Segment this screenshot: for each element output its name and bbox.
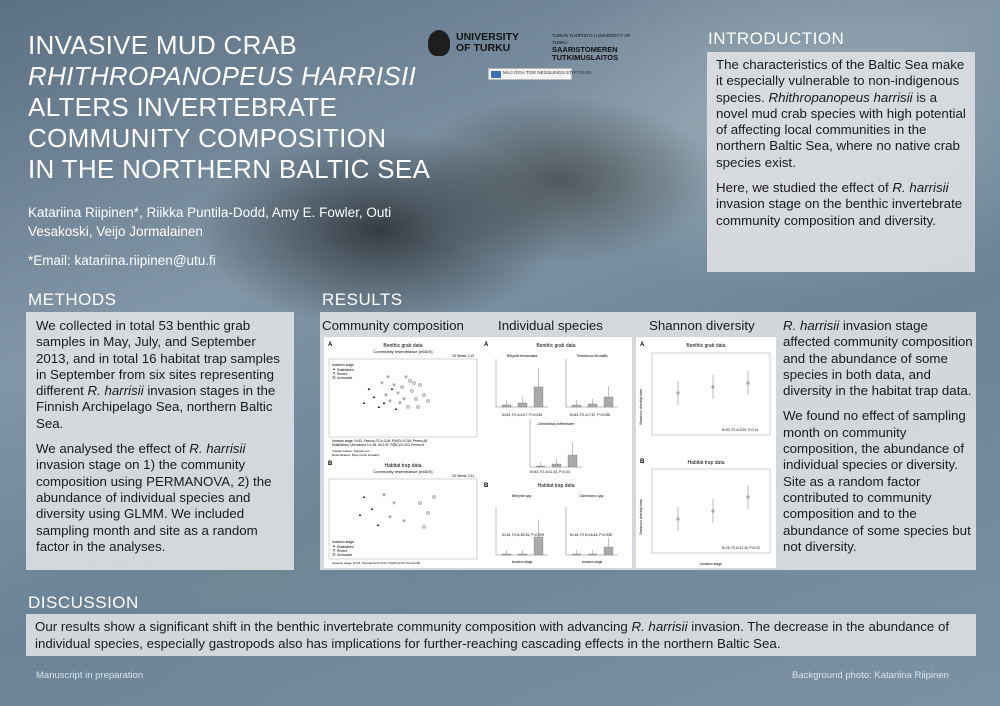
species-bar bbox=[518, 403, 527, 407]
poster-title bbox=[28, 30, 431, 185]
introduction-box bbox=[707, 52, 975, 272]
nmds-point-a bbox=[399, 402, 402, 404]
species-name-1: Bithynia tentaculata bbox=[506, 354, 538, 358]
species-bar bbox=[572, 405, 581, 407]
nmds-label-a: A bbox=[328, 342, 333, 348]
title-line-2: RHITHROPANOPEUS HARRISII bbox=[28, 61, 417, 91]
nmds-point-a bbox=[397, 392, 400, 394]
nmds-point-b bbox=[389, 516, 392, 518]
nmds-point-a bbox=[383, 402, 386, 404]
utu-logo-line-2: OF TURKU bbox=[456, 42, 511, 54]
nmds-points-b bbox=[359, 494, 435, 528]
utu-logo-line-1: UNIVERSITY bbox=[456, 31, 520, 43]
shannon-points-a bbox=[677, 371, 749, 405]
nmds-label-b: B bbox=[328, 461, 333, 467]
shannon-figure-svg bbox=[636, 337, 776, 568]
species-figure-svg bbox=[480, 337, 632, 568]
title-line-3: ALTERS INVERTEBRATE bbox=[28, 92, 338, 122]
shannon-diversity-figure bbox=[636, 337, 776, 568]
nmds-point-a bbox=[419, 384, 421, 386]
title-line-4: COMMUNITY COMPOSITION bbox=[28, 123, 387, 153]
results-box bbox=[320, 312, 976, 570]
nmds-point-a bbox=[389, 400, 392, 402]
nmds-stats-a1: Invasion stage: N=53, Pseudo-F2,4=3.06, P(MC)=0.016, Perms=45 bbox=[332, 439, 428, 443]
university-of-turku-logo bbox=[428, 28, 528, 58]
species-bar bbox=[588, 404, 597, 407]
nmds-title-a: Benthic grab data bbox=[383, 343, 423, 349]
shannon-stat-b: N=16, F2,6=12.43, P=0.03 bbox=[722, 546, 760, 550]
legend-b-established: Established bbox=[337, 545, 354, 549]
methods-box bbox=[26, 312, 294, 570]
discussion-text-b: invasion. The decrease in the abundance of individual species, especially gastropods also has implications for further-reaching cascading effects in the northern Baltic Sea. bbox=[35, 619, 950, 651]
shannon-points-b bbox=[677, 485, 749, 531]
species-bar bbox=[534, 537, 543, 555]
species-bar bbox=[502, 405, 511, 407]
species-bar bbox=[604, 397, 613, 407]
nmds-point-b bbox=[363, 496, 366, 498]
nmds-point-b bbox=[433, 496, 435, 498]
legend-item-established: Established bbox=[337, 368, 354, 372]
species-label-b: B bbox=[484, 483, 489, 489]
nmds-point-a bbox=[385, 394, 388, 396]
individual-species-figure bbox=[480, 337, 632, 568]
legend-title-b: Invasion stage bbox=[332, 540, 354, 544]
results-text bbox=[783, 318, 973, 555]
saari-logo-line-1: SAARISTOMEREN bbox=[552, 45, 618, 54]
nmds-figure-svg bbox=[324, 337, 482, 568]
discussion-box bbox=[26, 614, 976, 656]
species-bar bbox=[502, 554, 511, 555]
introduction-heading: INTRODUCTION bbox=[708, 29, 845, 48]
nmds-stress-b: 2D Stress: 0.11 bbox=[452, 474, 474, 478]
foundation-flag-icon bbox=[491, 71, 501, 78]
foundation-logo bbox=[488, 68, 592, 80]
nmds-point-a bbox=[395, 408, 398, 410]
nmds-point-b bbox=[383, 494, 386, 496]
species-bar bbox=[588, 554, 597, 555]
nmds-point-a bbox=[417, 406, 419, 408]
title-line-1: INVASIVE MUD CRAB bbox=[28, 30, 297, 60]
nmds-point-a bbox=[403, 398, 406, 400]
nmds-point-a bbox=[387, 376, 390, 378]
species-bar bbox=[572, 554, 581, 555]
methods-paragraph-2: We analysed the effect of R. harrisii invasion stage on 1) the community composition using PERMANOVA, 2) the abundance of individual species and diversity using GLMM. We included sampling month and site as a random factor in the analyses. bbox=[36, 441, 272, 554]
title-line-5: IN THE NORTHERN BALTIC SEA bbox=[28, 154, 431, 184]
nmds-stats-b1: Invasion stage: N=16, Pseudo-F2,6=3.04, P(MC)=0.03, Perms=60 bbox=[332, 561, 421, 565]
legend-title-a: Invasion stage bbox=[332, 363, 354, 367]
nmds-sub-b: Community resemblance (nMDS) bbox=[373, 469, 433, 474]
species-title-a: Benthic grab data bbox=[536, 343, 576, 349]
results-heading: RESULTS bbox=[322, 290, 403, 309]
species-name-5: Gammarus spp. bbox=[579, 494, 605, 498]
nmds-point-b bbox=[377, 524, 380, 526]
species-label-a: A bbox=[484, 342, 489, 348]
nmds-point-a bbox=[363, 402, 366, 404]
species-stat-3: N=53, F2,4=11.34, P=0.04 bbox=[530, 470, 570, 474]
nmds-point-a bbox=[381, 382, 384, 384]
legend-b-uninvaded: Uninvaded bbox=[337, 553, 353, 557]
contact-email: *Email: katariina.riipinen@utu.fi bbox=[28, 253, 216, 268]
nmds-point-b bbox=[359, 514, 362, 516]
discussion-heading: DISCUSSION bbox=[28, 593, 139, 612]
nmds-point-b bbox=[423, 526, 425, 528]
nmds-note-a1: Transformation: Square root bbox=[332, 449, 370, 453]
nmds-note-a2: Resemblance: Bray-Curtis similarity bbox=[332, 453, 380, 457]
nmds-point-b bbox=[393, 502, 396, 504]
nmds-point-a bbox=[415, 398, 417, 400]
individual-species-subheading: Individual species bbox=[498, 318, 603, 333]
results-paragraph-1: R. harrisii invasion stage affected community composition and the abundance of some species in both data, and diversity in the habitat trap data. bbox=[783, 318, 973, 399]
legend-b-recent: Recent bbox=[337, 549, 348, 553]
community-composition-subheading: Community composition bbox=[322, 318, 464, 333]
nmds-point-b bbox=[419, 502, 421, 504]
species-bar bbox=[552, 464, 561, 467]
nmds-title-b: Habitat trap data bbox=[384, 463, 422, 469]
species-stat-4: N=16, F2,6=52.26, P=0.009 bbox=[502, 533, 544, 537]
shannon-diversity-subheading: Shannon diversity bbox=[649, 318, 755, 333]
nmds-point-a bbox=[373, 396, 376, 398]
species-name-2: Theodoxus fluviatilis bbox=[576, 354, 608, 358]
species-stat-1: N=53, F2,4=14.7, P=0.035 bbox=[502, 413, 543, 417]
shannon-xlabel: Invasion stage bbox=[700, 562, 722, 566]
nmds-point-b bbox=[403, 520, 406, 522]
species-name-4: Bithynia spp. bbox=[511, 494, 533, 498]
species-bar bbox=[536, 466, 545, 467]
nmds-stats-a2: Established, Uninvaded: t=1.96, t4=2.92, P(MC)=0.020, Perms=5 bbox=[332, 443, 425, 447]
shannon-title-b: Habitat trap data bbox=[687, 460, 725, 466]
discussion-species: R. harrisii bbox=[631, 619, 688, 634]
nmds-point-a bbox=[378, 406, 381, 408]
nmds-point-a bbox=[423, 394, 425, 396]
species-bars bbox=[496, 359, 618, 555]
species-bar bbox=[604, 547, 613, 555]
methods-paragraph-1: We collected in total 53 benthic grab samples in May, July, and September 2013, and in total 16 habitat trap samples in September from six sites representing different R. harrisii invasion stages in the Finnish Archipelago Sea, northern Baltic Sea. bbox=[36, 318, 280, 431]
nmds-point-a bbox=[427, 400, 429, 402]
shannon-ylabel-b: Shannon's diversity index bbox=[639, 498, 643, 536]
shannon-stat-a: N=53, F2,4=0.25, P=0.14 bbox=[722, 428, 758, 432]
shannon-title-a: Benthic grab data bbox=[686, 343, 726, 349]
footer-photo-credit: Background photo: Katariina Riipinen bbox=[792, 670, 949, 681]
species-bar bbox=[568, 455, 577, 467]
nmds-point-a bbox=[405, 376, 408, 378]
nmds-point-b bbox=[371, 508, 374, 510]
nmds-point-a bbox=[393, 384, 396, 386]
nmds-points-a bbox=[363, 376, 429, 410]
introduction-paragraph-1: The characteristics of the Baltic Sea make it especially vulnerable to non-indigenous species. Rhithropanopeus harrisii is a novel mud crab species with high potential of affecting local communities in the northern Baltic Sea, where no native crab species exist. bbox=[716, 57, 966, 170]
nmds-point-a bbox=[391, 388, 394, 390]
saari-logo-small: TURUN YLIOPISTO | UNIVERSITY OF TURKU bbox=[552, 33, 631, 45]
nmds-point-a bbox=[411, 390, 413, 392]
species-stat-2: N=53, F2,4=7.67, P=0.038 bbox=[570, 413, 611, 417]
legend-item-recent: Recent bbox=[337, 372, 348, 376]
nmds-point-b bbox=[427, 512, 429, 514]
results-paragraph-2: We found no effect of sampling month on community composition, the abundance of individual species or diversity. Site as a random factor contributed to community composition and to the abundance of some species but not diversity. bbox=[783, 408, 971, 554]
nmds-sub-a: Community resemblance (nMDS) bbox=[373, 349, 433, 354]
species-xlabel-b1: Invasion stage bbox=[511, 560, 533, 564]
species-xlabel-b2: Invasion stage bbox=[581, 560, 603, 564]
foundation-logo-text: MAJ OCH TOR NESSLINGS STIFTELSE bbox=[503, 71, 592, 76]
nmds-point-a bbox=[409, 380, 411, 382]
authors: Katariina Riipinen*, Riikka Puntila-Dodd, Amy E. Fowler, Outi Vesakoski, Veijo Jormalainen bbox=[28, 205, 392, 239]
species-name-3: Limnodrilus hoffmeisteri bbox=[537, 422, 575, 426]
introduction-paragraph-2: Here, we studied the effect of R. harrisii invasion stage on the benthic invertebrate community composition and diversity. bbox=[716, 180, 963, 228]
discussion-text-a: Our results show a significant shift in the benthic invertebrate community composition with advancing bbox=[35, 619, 632, 634]
nmds-stress-a: 2D Stress: 0.19 bbox=[452, 354, 474, 358]
saari-logo-line-2: TUTKIMUSLAITOS bbox=[552, 53, 619, 62]
nmds-point-a bbox=[401, 386, 403, 388]
footer-manuscript-note: Manuscript in preparation bbox=[36, 670, 144, 681]
species-bar bbox=[518, 554, 527, 555]
nmds-point-a bbox=[407, 406, 409, 408]
archipelago-research-institute-logo bbox=[552, 32, 642, 62]
utu-seal-icon bbox=[428, 30, 450, 56]
nmds-point-a bbox=[413, 382, 415, 384]
nmds-point-a bbox=[368, 388, 371, 390]
nmds-figure bbox=[324, 337, 482, 568]
species-stat-5: N=16, F2,6=16.44, P=0.035 bbox=[570, 533, 612, 537]
shannon-ylabel-a: Shannon's diversity index bbox=[639, 388, 643, 426]
shannon-label-b: B bbox=[640, 459, 645, 465]
species-bar bbox=[534, 387, 543, 407]
shannon-label-a: A bbox=[640, 342, 645, 348]
legend-item-uninvaded: Uninvaded bbox=[337, 376, 353, 380]
species-title-b: Habitat trap data bbox=[537, 483, 575, 489]
methods-heading: METHODS bbox=[28, 290, 117, 309]
